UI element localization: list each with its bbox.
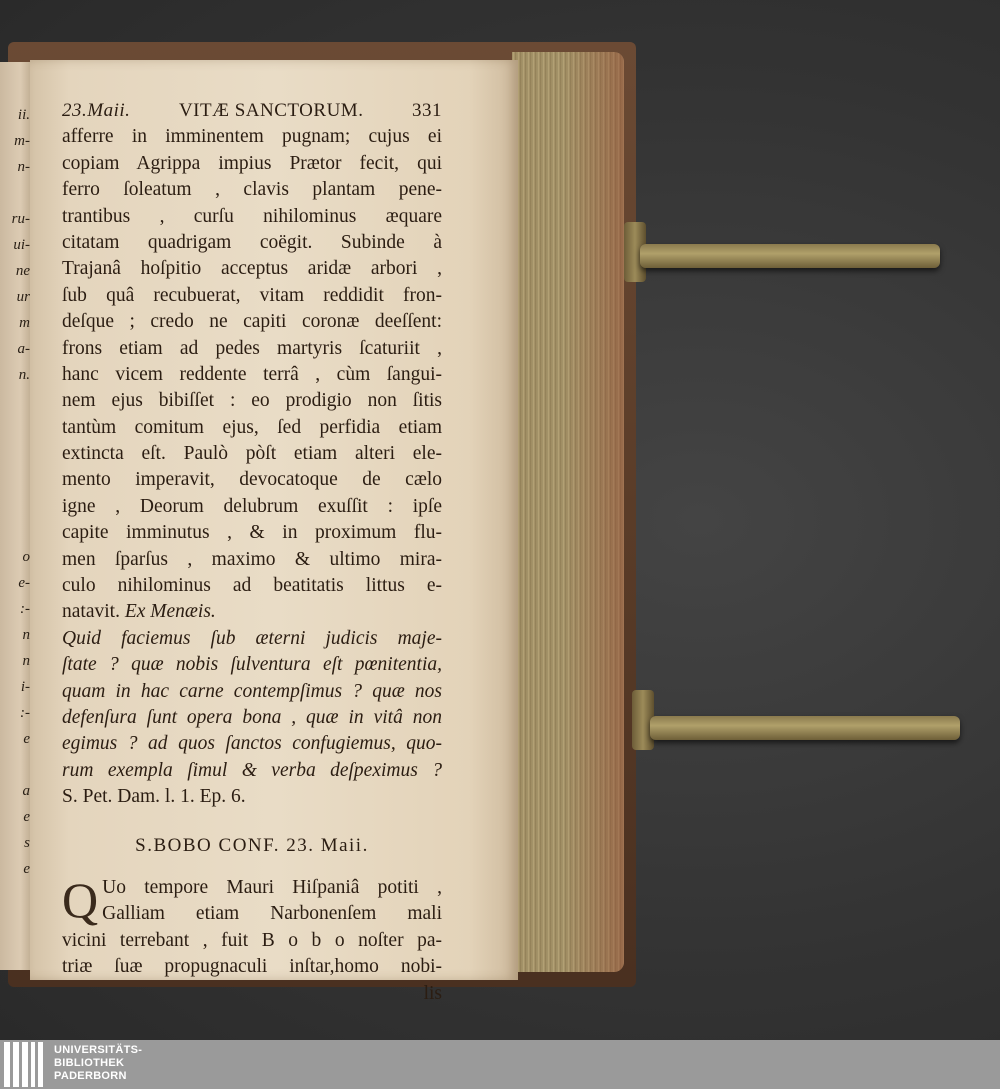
- library-name-line3: PADERBORN: [54, 1070, 127, 1082]
- text-line: Quid faciemus ſub æterni judicis maje-: [62, 627, 442, 649]
- text-line: quam in hac carne contempſimus ? quæ nos: [62, 680, 442, 702]
- text-line: tantùm comitum ejus, ſed perfidia etiam: [62, 416, 442, 438]
- header-title: VITÆ SANCTORUM.: [178, 100, 364, 121]
- text-line: ferro ſoleatum , clavis plantam pene-: [62, 179, 442, 201]
- page-number: 331: [412, 100, 442, 121]
- text-line: Uo tempore Mauri Hiſpaniâ potiti ,: [102, 876, 442, 898]
- source-reference: Ex Menæis.: [124, 601, 216, 623]
- quotation: [62, 626, 442, 784]
- library-name-line2: BIBLIOTHEK: [54, 1057, 125, 1069]
- text-line: ſtate ? quæ nobis ſulventura eſt pœnitentia,: [62, 654, 442, 676]
- text-line: extincta eſt. Paulò pòſt etiam alteri ele-: [62, 443, 442, 465]
- previous-page-text: ii. m- n- ru- ui- ne ur m a- n. o e- :- n n i- :- e a e s e: [11, 107, 30, 877]
- library-name: [54, 1044, 142, 1083]
- page-edges: [512, 52, 624, 972]
- text-line: capite imminutus , & in proximum flu-: [62, 522, 442, 544]
- catchword: lis: [423, 982, 442, 1004]
- section-heading: S.BOBO CONF. 23. Maii.: [135, 834, 369, 856]
- text-line: ſub quâ recubuerat, vitam reddidit fron-: [62, 284, 442, 306]
- quote-source: S. Pet. Dam. l. 1. Ep. 6.: [62, 786, 246, 808]
- drop-cap: Q: [62, 871, 99, 928]
- text-line: deſque ; credo ne capiti coronæ deeſſent:: [62, 311, 442, 333]
- text-line: mento imperavit, devocatoque de cælo: [62, 469, 442, 491]
- clasp-top: [640, 244, 940, 268]
- body-last-line: [62, 599, 442, 625]
- text-line: egimus ? ad quos ſanctos confugiemus, quo-: [62, 733, 442, 755]
- text-line: culo nihilominus ad beatitatis littus e-: [62, 575, 442, 597]
- footer-bar: [0, 1040, 1000, 1089]
- body-text: [62, 124, 442, 599]
- text-line: Galliam etiam Narbonenſem mali: [102, 903, 442, 925]
- text-line: nem ejus bibiſſet : eo prodigio non ſitis: [62, 390, 442, 412]
- running-header: [62, 98, 442, 124]
- page-text: [62, 98, 442, 1007]
- body-last-prefix: natavit.: [62, 601, 120, 623]
- previous-page-edge: [0, 62, 34, 970]
- clasp-bottom: [650, 716, 960, 740]
- library-logo-icon: [4, 1042, 48, 1087]
- text-line: defenſura ſunt opera bona , quæ in vitâ non: [62, 706, 442, 728]
- text-line: rum exempla ſimul & verba deſpeximus ?: [62, 759, 442, 781]
- text-line: vicini terrebant , fuit B o b o noſter pa-: [62, 929, 442, 951]
- text-line: afferre in imminentem pugnam; cujus ei: [62, 126, 442, 148]
- header-date: 23.Maii.: [62, 100, 131, 121]
- text-line: men ſparſus , maximo & ultimo mira-: [62, 548, 442, 570]
- text-line: frons etiam ad pedes martyris ſcaturiit ,: [62, 337, 442, 359]
- text-line: citatam quadrigam coëgit. Subinde à: [62, 231, 442, 253]
- text-line: hanc vicem reddente terrâ , cùm ſangui-: [62, 363, 442, 385]
- text-line: triæ ſuæ propugnaculi inſtar,homo nobi-: [62, 956, 442, 978]
- text-line: Trajanâ hoſpitio acceptus aridæ arbori ,: [62, 258, 442, 280]
- library-name-line1: UNIVERSITÄTS-: [54, 1044, 143, 1056]
- text-line: igne , Deorum delubrum exuſſit : ipſe: [62, 495, 442, 517]
- section-body: [62, 871, 442, 981]
- text-line: copiam Agrippa impius Prætor fecit, qui: [62, 152, 442, 174]
- text-line: trantibus , curſu nihilominus æquare: [62, 205, 442, 227]
